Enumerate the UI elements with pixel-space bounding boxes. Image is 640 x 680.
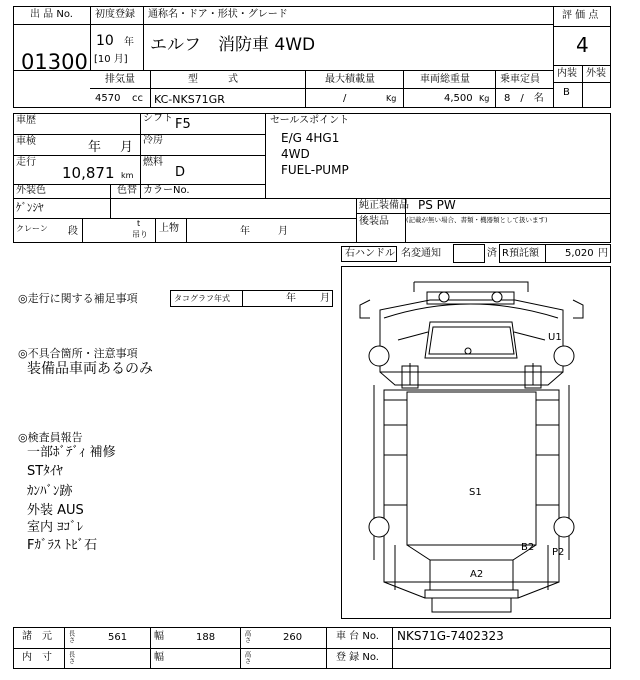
mileage-unit: km	[121, 171, 134, 180]
registration-label: 登 録 No.	[336, 652, 379, 663]
first-reg-label: 初度登録	[95, 9, 135, 20]
first-reg-year: 10	[96, 33, 114, 49]
interior-grade: B	[563, 87, 570, 98]
capacity-label: 乗車定員	[500, 74, 540, 85]
lot-no-label: 出 品 No.	[30, 9, 73, 20]
recycle-label: R預託額	[502, 248, 539, 259]
inspector-line: 一部ﾎﾞﾃﾞｨ 補修	[27, 445, 116, 460]
mileage-label: 走行	[16, 157, 36, 168]
tacho-year: 年	[286, 293, 296, 304]
displacement-label: 排気量	[105, 74, 135, 85]
aftermarket-note: (記載が無い場合、書類・機器類として扱います)	[406, 216, 548, 224]
max-load-unit: Kg	[386, 94, 397, 103]
tacho-month: 月	[320, 293, 330, 304]
color-change-label: 色替	[117, 185, 137, 196]
deck-label: 上物	[159, 223, 179, 234]
inspection-month-unit: 月	[120, 140, 134, 155]
displacement-value: 4570	[95, 93, 121, 104]
crane-ton: t	[137, 219, 141, 228]
inspector-line: ｶﾝﾊﾞﾝ跡	[27, 484, 73, 499]
model-code: KC-NKS71GR	[154, 93, 225, 106]
inspector-line: Fｶﾞﾗｽ ﾄﾋﾞ石	[27, 538, 98, 553]
sales-point-line: E/G 4HG1	[281, 131, 340, 145]
aircon-label: 冷房	[143, 135, 163, 146]
first-reg-month: [10 月]	[94, 54, 128, 65]
shift-value: F5	[175, 117, 191, 132]
mileage-value: 10,871	[62, 164, 115, 182]
inspection-label: 車検	[16, 136, 36, 147]
deck-month: 月	[278, 226, 288, 237]
ext-color-label: 外装色	[16, 185, 46, 196]
deck-year: 年	[240, 226, 250, 237]
year-unit: 年	[124, 37, 134, 48]
fuel-label: 燃料	[143, 157, 163, 168]
oem-equipment-label: 純正装備品	[359, 200, 409, 211]
color-code-label: カラーNo.	[143, 185, 190, 196]
yen-unit: 円	[598, 248, 608, 259]
interior-dims-label: 内 寸	[22, 652, 52, 663]
damage-mark-u1: U1	[548, 332, 562, 343]
score-value: 4	[576, 33, 589, 57]
gross-weight-label: 車両総重量	[420, 74, 470, 85]
chassis-number: NKS71G-7402323	[397, 629, 504, 643]
right-hand-label: 右ハンドル	[345, 248, 395, 259]
interior-label: 内装	[557, 68, 577, 79]
length-value: 561	[108, 632, 128, 643]
inspector-line: 室内 ﾖｺﾞﾚ	[27, 520, 84, 535]
aftermarket-label: 後装品	[359, 216, 389, 227]
inspector-line: 外装 AUS	[27, 503, 84, 518]
recycle-amount: 5,020	[565, 248, 594, 259]
inspection-year-unit: 年	[88, 140, 102, 155]
width-label: 幅	[154, 631, 164, 642]
model-name-label: 通称名・ドア・形状・グレード	[148, 9, 288, 20]
displacement-unit: cc	[132, 93, 143, 104]
capacity-value: 8 / 名	[504, 93, 544, 104]
height-value: 260	[283, 632, 303, 643]
cross-label: 済	[487, 248, 497, 259]
tacho-label: タコグラフ年式	[174, 294, 230, 303]
interior-height-label: 高さ	[243, 651, 252, 664]
gross-weight-value: 4,500	[444, 93, 473, 104]
name-change-box	[453, 244, 485, 263]
drive-notes-title: ◎走行に関する補足事項	[18, 292, 138, 305]
crane-stage: 段	[68, 226, 78, 237]
history-label: 車歴	[16, 115, 36, 126]
defect-line: 装備品車両あるのみ	[27, 361, 153, 377]
model-name: エルフ 消防車 4WD	[150, 35, 316, 55]
defect-title: ◎不具合箇所・注意事項	[18, 347, 138, 360]
sales-point-line: FUEL-PUMP	[281, 163, 349, 177]
exterior-label: 外装	[586, 68, 606, 79]
ext-color-value: ｹﾞﾝｼﾔ	[16, 201, 44, 214]
height-label: 高さ	[243, 630, 252, 643]
model-code-label: 型 式	[188, 74, 238, 85]
interior-length-label: 長さ	[67, 651, 76, 664]
damage-mark-a2: A2	[470, 569, 484, 580]
oem-equipment-value: PS PW	[418, 198, 456, 212]
vehicle-damage-diagram	[341, 266, 611, 619]
max-load-label: 最大積載量	[325, 74, 375, 85]
crane-label: クレーン	[16, 224, 48, 233]
width-value: 188	[196, 632, 216, 643]
dims-label: 諸 元	[22, 631, 52, 642]
chassis-label: 車 台 No.	[336, 631, 379, 642]
sales-point-line: 4WD	[281, 147, 310, 161]
inspector-title: ◎検査員報告	[18, 431, 83, 444]
crane-hang: 吊り	[132, 230, 148, 239]
sales-points-label: セールスポイント	[270, 115, 350, 126]
fuel-value: D	[175, 165, 186, 180]
max-load-value: /	[343, 93, 347, 104]
lot-number: 01300	[21, 50, 88, 74]
name-change-label: 名変通知	[401, 248, 441, 259]
damage-mark-s1: S1	[469, 487, 482, 498]
shift-label: シフト	[143, 113, 173, 124]
inspector-line: STﾀｲﾔ	[27, 464, 63, 479]
interior-width-label: 幅	[154, 652, 164, 663]
length-label: 長さ	[67, 630, 76, 643]
score-label: 評 価 点	[562, 10, 599, 21]
gross-weight-unit: Kg	[479, 94, 490, 103]
damage-mark-b2: B2	[521, 542, 535, 553]
damage-mark-p2: P2	[552, 547, 565, 558]
